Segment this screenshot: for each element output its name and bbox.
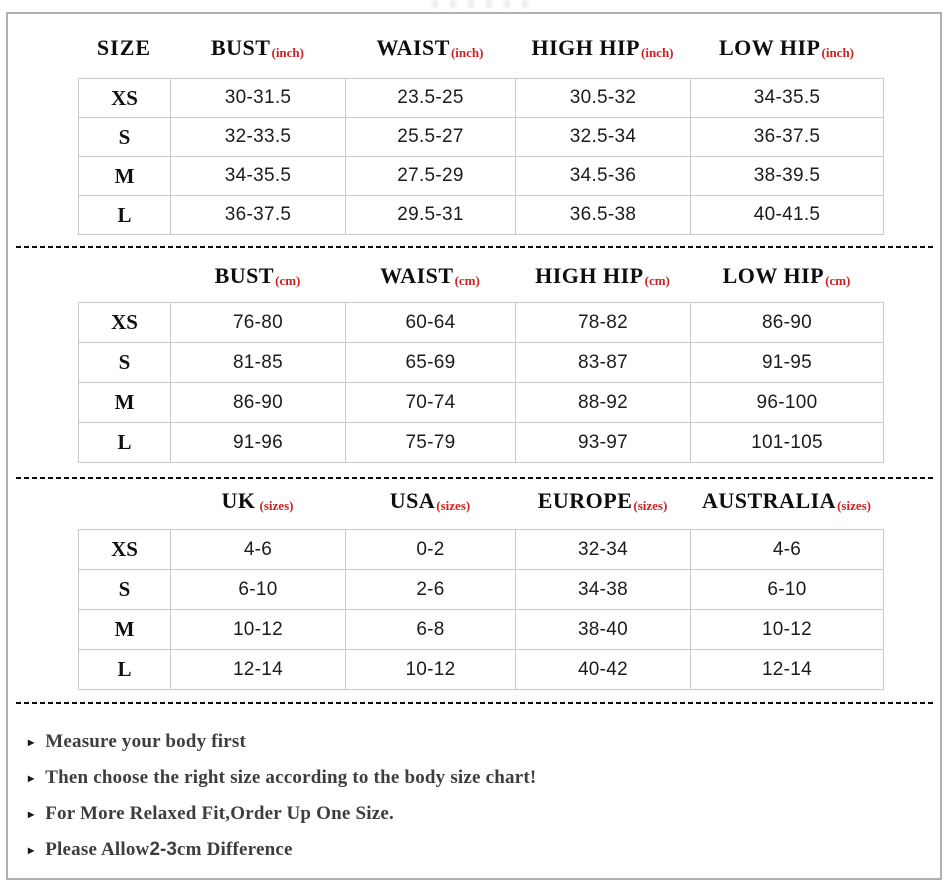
- size-label: M: [79, 383, 171, 423]
- table-cell: 101-105: [691, 423, 884, 463]
- column-header-europe: EUROPE (sizes): [537, 488, 668, 513]
- column-header-usa: USA (sizes): [389, 488, 471, 513]
- table-cell: 91-96: [171, 423, 346, 463]
- size-label: S: [79, 570, 171, 610]
- table-cell: 27.5-29: [346, 157, 516, 196]
- size-label: M: [79, 610, 171, 650]
- column-header-waist-inch: WAIST (inch): [376, 35, 484, 60]
- table-cell: 38-40: [516, 610, 691, 650]
- column-header-lowhip-inch: LOW HIP (inch): [718, 35, 854, 60]
- bullet-triangle-icon: ▸: [28, 807, 35, 821]
- note-item: [28, 765, 908, 791]
- table-cell: 76-80: [171, 303, 346, 343]
- note-item: [28, 801, 908, 827]
- table-cell: 6-8: [346, 610, 516, 650]
- unit-label: (sizes): [259, 498, 294, 513]
- table-cell: 34-35.5: [171, 157, 346, 196]
- header-row-inch: [78, 28, 883, 68]
- table-cell: 34-38: [516, 570, 691, 610]
- unit-label: (inch): [641, 45, 674, 60]
- note-text-suffix: cm Difference: [176, 839, 293, 860]
- table-cell: 91-95: [691, 343, 884, 383]
- measurement-notes: [28, 729, 908, 873]
- table-cell: 75-79: [346, 423, 516, 463]
- table-cell: 88-92: [516, 383, 691, 423]
- size-label: XS: [79, 303, 171, 343]
- table-cell: 30.5-32: [516, 79, 691, 118]
- size-label: S: [79, 343, 171, 383]
- table-cell: 12-14: [691, 650, 884, 690]
- unit-label: (cm): [275, 273, 301, 288]
- table-cell: 29.5-31: [346, 196, 516, 235]
- table-cell: 25.5-27: [346, 118, 516, 157]
- unit-label: (inch): [821, 45, 854, 60]
- unit-label: (sizes): [436, 498, 471, 513]
- table-cell: 32-33.5: [171, 118, 346, 157]
- section-divider: [16, 477, 934, 479]
- size-label: L: [79, 423, 171, 463]
- bullet-triangle-icon: ▸: [28, 843, 35, 857]
- header-row-cm: [78, 256, 883, 296]
- table-cell: 6-10: [171, 570, 346, 610]
- table-cell: 32-34: [516, 530, 691, 570]
- table-cell: 65-69: [346, 343, 516, 383]
- table-cell: 30-31.5: [171, 79, 346, 118]
- note-text: For More Relaxed Fit,Order Up One Size.: [45, 803, 394, 824]
- cropped-text-artifact: [432, 0, 532, 8]
- unit-label: (cm): [825, 273, 851, 288]
- table-cell: 96-100: [691, 383, 884, 423]
- bullet-triangle-icon: ▸: [28, 735, 35, 749]
- table-cell: 32.5-34: [516, 118, 691, 157]
- table-cell: 10-12: [171, 610, 346, 650]
- table-cell: 78-82: [516, 303, 691, 343]
- table-cell: 10-12: [691, 610, 884, 650]
- table-cell: 23.5-25: [346, 79, 516, 118]
- column-header-bust-cm: BUST (cm): [214, 263, 301, 288]
- table-cell: 93-97: [516, 423, 691, 463]
- column-header-bust-inch: BUST (inch): [211, 35, 304, 60]
- size-label: S: [79, 118, 171, 157]
- table-cell: 10-12: [346, 650, 516, 690]
- section-divider: [16, 246, 934, 248]
- table-cell: 4-6: [691, 530, 884, 570]
- note-text-prefix: Please Allow: [45, 839, 150, 860]
- column-header-lowhip-cm: LOW HIP (cm): [722, 263, 851, 288]
- section-divider: [16, 702, 934, 704]
- note-text-emphasis: 2-3: [149, 839, 177, 860]
- cm-size-table: [78, 302, 884, 463]
- note-text: Measure your body first: [45, 731, 246, 752]
- size-label: M: [79, 157, 171, 196]
- table-cell: 70-74: [346, 383, 516, 423]
- note-item: [28, 729, 908, 755]
- header-row-sizes: [78, 481, 883, 521]
- table-cell: 34.5-36: [516, 157, 691, 196]
- unit-label: (sizes): [633, 498, 668, 513]
- column-header-australia: AUSTRALIA (sizes): [701, 488, 872, 513]
- table-cell: 36-37.5: [691, 118, 884, 157]
- unit-label: (cm): [454, 273, 480, 288]
- table-cell: 6-10: [691, 570, 884, 610]
- international-size-table: [78, 529, 884, 690]
- column-header-highhip-inch: HIGH HIP (inch): [531, 35, 674, 60]
- size-column-header: [78, 481, 170, 521]
- size-label: XS: [79, 79, 171, 118]
- table-cell: 4-6: [171, 530, 346, 570]
- size-label: XS: [79, 530, 171, 570]
- table-cell: 86-90: [171, 383, 346, 423]
- bullet-triangle-icon: ▸: [28, 771, 35, 785]
- table-cell: 36-37.5: [171, 196, 346, 235]
- table-cell: 83-87: [516, 343, 691, 383]
- table-cell: 38-39.5: [691, 157, 884, 196]
- unit-label: (inch): [450, 45, 484, 60]
- unit-label: (sizes): [837, 498, 872, 513]
- table-cell: 2-6: [346, 570, 516, 610]
- size-label: L: [79, 196, 171, 235]
- column-header-waist-cm: WAIST (cm): [380, 263, 480, 288]
- inch-size-table: [78, 78, 884, 235]
- unit-label: (inch): [271, 45, 304, 60]
- size-label: L: [79, 650, 171, 690]
- size-column-header: SIZE: [96, 35, 152, 60]
- table-cell: 36.5-38: [516, 196, 691, 235]
- table-cell: 34-35.5: [691, 79, 884, 118]
- column-header-uk: UK (sizes): [221, 488, 294, 513]
- table-cell: 40-42: [516, 650, 691, 690]
- unit-label: (cm): [644, 273, 670, 288]
- table-cell: 60-64: [346, 303, 516, 343]
- table-cell: 12-14: [171, 650, 346, 690]
- table-cell: 81-85: [171, 343, 346, 383]
- note-item: [28, 837, 908, 863]
- note-text: Then choose the right size according to the body size chart!: [45, 767, 537, 788]
- table-cell: 86-90: [691, 303, 884, 343]
- column-header-highhip-cm: HIGH HIP (cm): [535, 263, 670, 288]
- table-cell: 40-41.5: [691, 196, 884, 235]
- table-cell: 0-2: [346, 530, 516, 570]
- size-column-header: [78, 256, 170, 296]
